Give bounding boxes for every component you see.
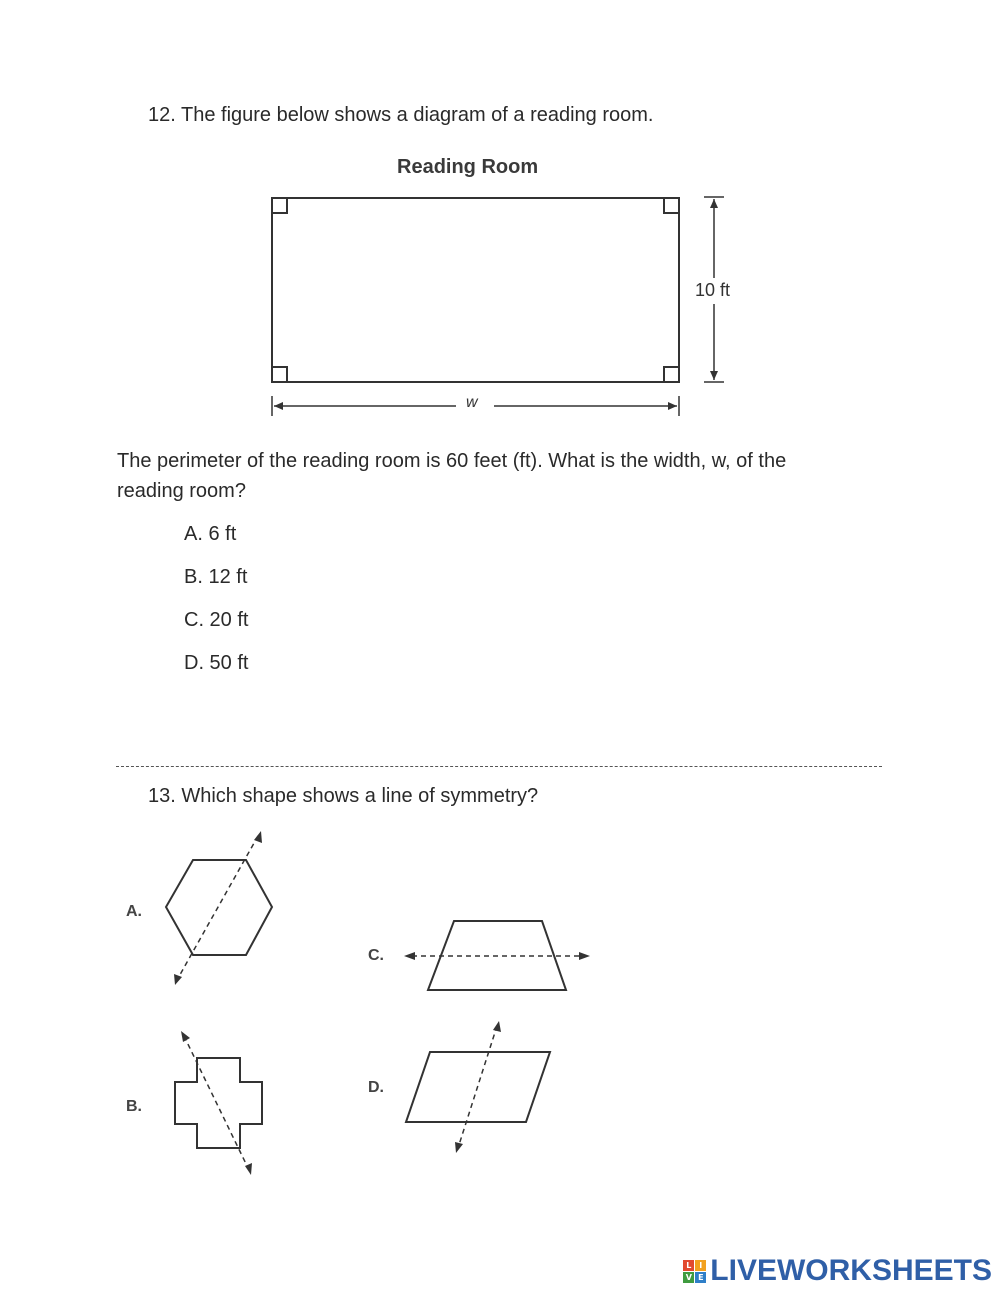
right-angle-bottom-left bbox=[272, 367, 287, 382]
logo-letter-i: I bbox=[695, 1260, 706, 1271]
question-12-body-line-2: reading room? bbox=[117, 480, 246, 502]
option-a[interactable]: A. 6 ft bbox=[184, 523, 237, 545]
option-c[interactable]: C. 20 ft bbox=[184, 609, 249, 631]
width-label: w bbox=[466, 394, 478, 411]
diagram-title: Reading Room bbox=[397, 156, 539, 178]
height-label: 10 ft bbox=[695, 280, 731, 300]
right-angle-top-left bbox=[272, 198, 287, 213]
question-12-prompt: 12. The figure below shows a diagram of a reading room. bbox=[148, 104, 654, 126]
shape-d-parallelogram bbox=[406, 1021, 550, 1153]
room-rectangle bbox=[272, 198, 679, 382]
shape-b-label[interactable]: B. bbox=[126, 1098, 142, 1115]
question-12-body-line-1: The perimeter of the reading room is 60 feet (ft). What is the width, w, of the bbox=[117, 450, 787, 472]
liveworksheets-text: LIVEWORKSHEETS bbox=[710, 1254, 992, 1287]
shape-d-symmetry-line bbox=[458, 1026, 497, 1148]
shape-a-label[interactable]: A. bbox=[126, 903, 142, 920]
shape-c-label[interactable]: C. bbox=[368, 947, 384, 964]
right-angle-bottom-right bbox=[664, 367, 679, 382]
logo-letter-l: L bbox=[683, 1260, 694, 1271]
shape-a-symmetry-line bbox=[177, 836, 258, 980]
shape-b-cross bbox=[175, 1031, 262, 1175]
shape-d-label[interactable]: D. bbox=[368, 1079, 384, 1096]
reading-room-diagram bbox=[272, 197, 724, 416]
option-b[interactable]: B. 12 ft bbox=[184, 566, 248, 588]
liveworksheets-logo-icon bbox=[683, 1260, 706, 1283]
logo-letter-v: V bbox=[683, 1272, 694, 1283]
option-d[interactable]: D. 50 ft bbox=[184, 652, 249, 674]
question-13-prompt: 13. Which shape shows a line of symmetry? bbox=[148, 785, 539, 807]
shape-c-trapezoid bbox=[404, 921, 590, 990]
liveworksheets-brand bbox=[683, 1254, 992, 1288]
shape-b-symmetry-line bbox=[184, 1036, 249, 1170]
logo-letter-e: E bbox=[695, 1272, 706, 1283]
section-divider bbox=[116, 766, 882, 767]
right-angle-top-right bbox=[664, 198, 679, 213]
shape-a-hexagon bbox=[166, 831, 272, 985]
